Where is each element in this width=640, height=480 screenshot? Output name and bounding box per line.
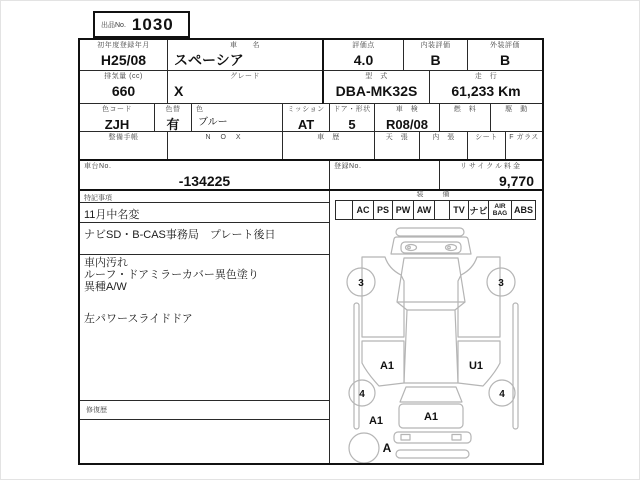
field-inspection-value: R08/08 bbox=[386, 117, 428, 132]
field-first-registration-value: H25/08 bbox=[100, 52, 147, 68]
notes-section-header bbox=[80, 191, 330, 203]
field-door-trim bbox=[420, 132, 468, 159]
field-doors-label: ドア・形状 bbox=[333, 106, 371, 113]
field-door-trim-label: 内 張 bbox=[432, 134, 455, 141]
field-recycle-fee-value: 9,770 bbox=[498, 173, 534, 189]
damage-mark-left-rear-corner: A1 bbox=[368, 415, 384, 427]
equipment-cell-ps: PS bbox=[373, 200, 393, 220]
note-row-2: ナビSD・B-CAS事務局 プレート後日 bbox=[80, 223, 330, 255]
left-pillar-line bbox=[397, 302, 407, 310]
left-sill bbox=[354, 303, 359, 429]
field-first-registration bbox=[80, 40, 168, 71]
damage-mark-right-rear-quarter: U1 bbox=[468, 360, 484, 372]
field-chassis-no-label: 車台No. bbox=[84, 163, 112, 170]
field-mileage-value: 61,233 Km bbox=[451, 83, 521, 99]
field-fuel bbox=[440, 104, 491, 132]
roof-panel bbox=[404, 310, 458, 383]
equipment-section-label: 装 備 bbox=[416, 191, 456, 198]
field-interior-grade-label: 内装評価 bbox=[420, 42, 451, 49]
field-grade-label: グレード bbox=[230, 73, 260, 80]
note-block bbox=[80, 255, 330, 401]
field-mileage-label: 走 行 bbox=[474, 73, 498, 80]
field-service-book bbox=[80, 132, 168, 159]
note-line: ルーフ・ドアミラーカバー異色塗り bbox=[84, 269, 259, 281]
notes-label: 特記事項 bbox=[84, 195, 112, 202]
field-transmission bbox=[283, 104, 330, 132]
field-first-registration-label: 初年度登録年月 bbox=[97, 42, 150, 49]
damage-mark-rear-left-area: A bbox=[382, 441, 392, 455]
field-displacement bbox=[80, 71, 168, 104]
field-model-code-label: 型 式 bbox=[365, 73, 388, 80]
field-inspection-label: 車 検 bbox=[395, 106, 419, 113]
repair-history-header bbox=[80, 401, 330, 420]
field-seat-label: シート bbox=[475, 134, 498, 141]
field-score bbox=[322, 40, 404, 71]
windshield bbox=[397, 258, 465, 302]
field-headliner-label: 天 張 bbox=[385, 134, 409, 141]
field-grade-value: X bbox=[174, 83, 184, 99]
equipment-and-diagram bbox=[330, 189, 542, 463]
right-pillar-line bbox=[455, 302, 465, 310]
field-drive-label: 駆 動 bbox=[505, 106, 528, 113]
damage-mark-front-left-wheel: 3 bbox=[358, 278, 364, 289]
front-bumper-top bbox=[396, 228, 464, 236]
field-model-code bbox=[322, 71, 430, 104]
rear-window bbox=[400, 387, 462, 402]
field-chassis-no-value: -134225 bbox=[178, 173, 231, 189]
field-color-code-value: ZJH bbox=[104, 117, 130, 132]
field-chassis-no bbox=[80, 161, 330, 189]
field-exterior-grade-label: 外装評価 bbox=[490, 42, 520, 49]
field-color-change bbox=[155, 104, 192, 132]
rear-bumper bbox=[394, 432, 471, 443]
repair-history-label: 修復歴 bbox=[86, 407, 107, 414]
field-recycle-fee-label: リサイクル料金 bbox=[459, 163, 523, 170]
equipment-cell-abs: ABS bbox=[511, 200, 536, 220]
field-mileage bbox=[430, 71, 542, 104]
field-headliner bbox=[375, 132, 420, 159]
field-color-change-value: 有 bbox=[166, 117, 180, 132]
right-sill bbox=[513, 303, 518, 429]
field-seat bbox=[468, 132, 506, 159]
field-grade bbox=[168, 71, 322, 104]
field-drive bbox=[491, 104, 542, 132]
field-doors bbox=[330, 104, 375, 132]
rear-under-strip bbox=[396, 450, 469, 458]
rear-right-reflector bbox=[452, 435, 461, 441]
equipment-cell-airbag: AIR BAG bbox=[488, 200, 512, 220]
field-doors-value: 5 bbox=[348, 117, 356, 132]
damage-mark-front-right-wheel: 3 bbox=[498, 278, 504, 289]
field-inspection bbox=[375, 104, 440, 132]
car-outline bbox=[347, 228, 518, 463]
equipment-cell-navi: ナビ bbox=[468, 200, 489, 220]
field-color bbox=[192, 104, 283, 132]
field-registration-no-label: 登録No. bbox=[334, 163, 362, 170]
field-color-value: ブルー bbox=[198, 117, 228, 128]
equipment-cell-blank2 bbox=[434, 200, 450, 220]
damage-mark-rear-right-wheel: 4 bbox=[499, 389, 505, 400]
note-line bbox=[84, 293, 329, 313]
equipment-cell-aw: AW bbox=[413, 200, 435, 220]
field-car-history-label: 車 歴 bbox=[317, 134, 340, 141]
left-headlight-bulb bbox=[408, 246, 411, 249]
field-car-name-label: 車 名 bbox=[230, 42, 260, 49]
damage-mark-rear-gate: A1 bbox=[423, 411, 439, 423]
note-line: 左パワースライドドア bbox=[84, 313, 193, 325]
repair-history-empty bbox=[80, 420, 330, 463]
damage-mark-rear-left-wheel: 4 bbox=[359, 389, 365, 400]
equipment-cell-ac: AC bbox=[352, 200, 374, 220]
note-line: 異種A/W bbox=[84, 281, 127, 293]
auction-number-box bbox=[93, 11, 190, 38]
auction-sheet bbox=[78, 10, 544, 466]
auction-number-value: 1030 bbox=[131, 14, 174, 34]
field-front-glass bbox=[506, 132, 542, 159]
field-color-label: 色 bbox=[196, 106, 204, 113]
field-nox bbox=[168, 132, 283, 159]
note-line: 車内汚れ bbox=[84, 257, 128, 269]
damage-mark-left-rear-door: A1 bbox=[379, 360, 395, 372]
field-displacement-value: 660 bbox=[111, 83, 136, 99]
field-score-label: 評価点 bbox=[352, 42, 375, 49]
field-recycle-fee bbox=[440, 161, 542, 189]
field-exterior-grade bbox=[468, 40, 542, 71]
auction-number-label: 出品No. bbox=[101, 21, 126, 29]
field-model-code-value: DBA-MK32S bbox=[335, 83, 418, 99]
equipment-cell-blank bbox=[335, 200, 353, 220]
field-displacement-label: 排気量 (cc) bbox=[104, 73, 143, 80]
field-color-code-label: 色コード bbox=[102, 106, 132, 113]
equipment-cell-pw: PW bbox=[392, 200, 414, 220]
field-exterior-grade-value: B bbox=[499, 52, 511, 68]
field-interior-grade-value: B bbox=[430, 52, 441, 68]
car-damage-diagram bbox=[331, 225, 541, 468]
field-transmission-value: AT bbox=[297, 117, 315, 132]
field-nox-label: N O X bbox=[205, 134, 245, 141]
field-color-code bbox=[80, 104, 155, 132]
spare-circle bbox=[349, 433, 379, 463]
car-top-view-svg bbox=[331, 225, 541, 463]
field-fuel-label: 燃 料 bbox=[453, 106, 477, 113]
field-registration-no bbox=[330, 161, 440, 189]
equipment-cell-tv: TV bbox=[449, 200, 469, 220]
field-score-value: 4.0 bbox=[353, 52, 374, 68]
field-car-name bbox=[168, 40, 322, 71]
note-row-1: 11月中名変 bbox=[80, 203, 330, 223]
right-headlight-bulb bbox=[448, 246, 451, 249]
equipment-row bbox=[335, 200, 536, 220]
field-front-glass-label: F ガラス bbox=[509, 134, 539, 141]
auction-sheet-table bbox=[78, 38, 544, 465]
rear-left-reflector bbox=[401, 435, 410, 441]
field-service-book-label: 整備手帳 bbox=[108, 134, 139, 141]
field-car-history bbox=[283, 132, 375, 159]
hood bbox=[391, 237, 471, 254]
field-car-name-value: スペーシア bbox=[174, 52, 244, 68]
field-interior-grade bbox=[404, 40, 468, 71]
field-transmission-label: ミッション bbox=[287, 106, 325, 113]
field-color-change-label: 色替 bbox=[165, 106, 181, 113]
